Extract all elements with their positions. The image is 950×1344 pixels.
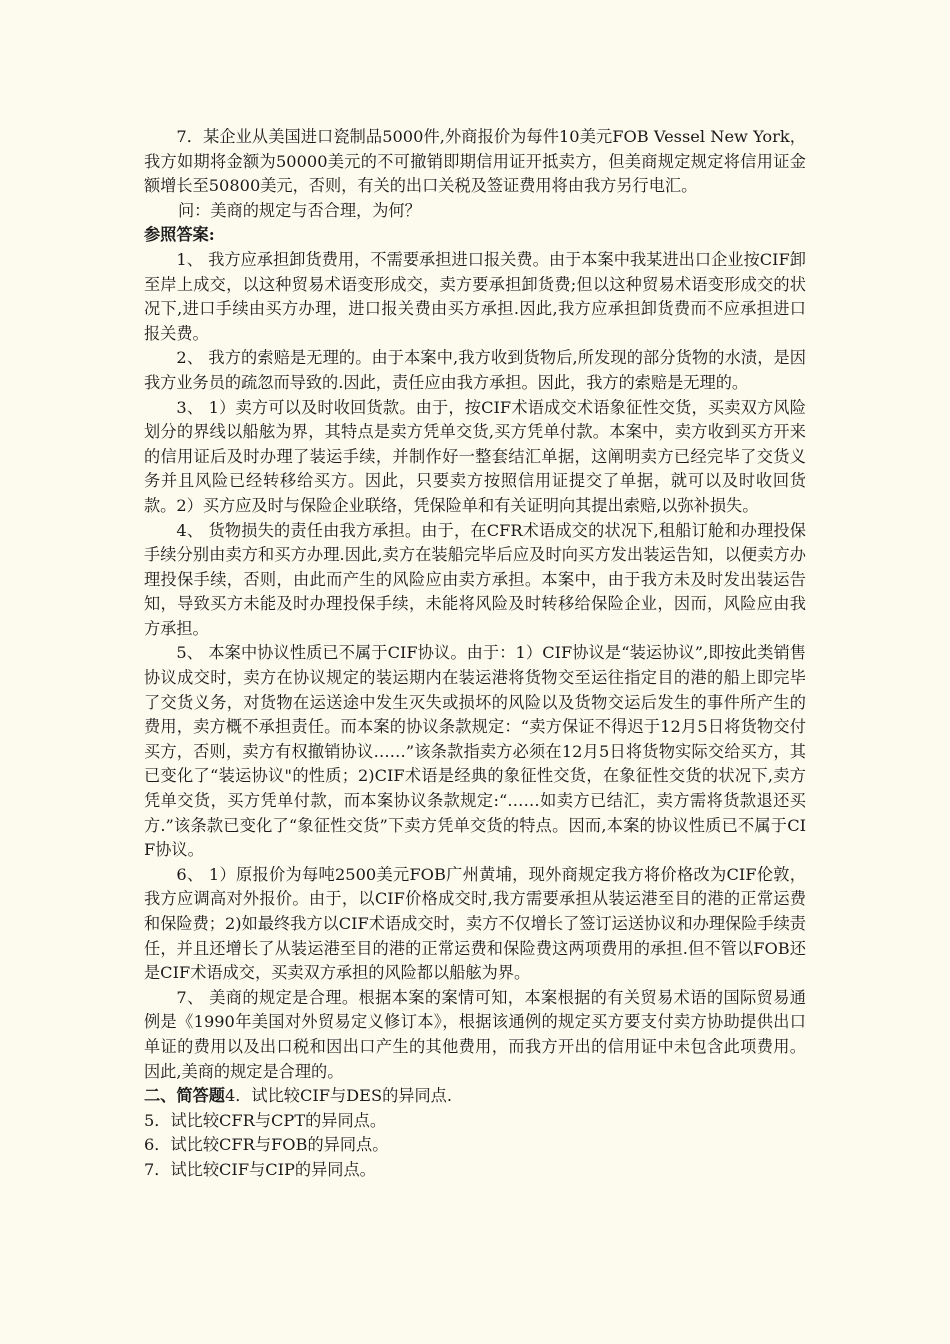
answer-item-1: 1、 我方应承担卸货费用，不需要承担进口报关费。由于本案中我某进出口企业按CIF卸至岸上成交，以这种贸易术语变形成交，卖方要承担卸货费;但以这种贸易术语变形成交的状况下,进口手续由买方办理，进口报关费由买方承担.因此,我方应承担卸货费而不应承担进口报关费。 [144, 249, 806, 343]
section-two-line [144, 1084, 806, 1109]
answer-item-2: 2、 我方的索赔是无理的。由于本案中,我方收到货物后,所发现的部分货物的水渍，是因我方业务员的疏忽而导致的.因此，责任应由我方承担。因此，我方的索赔是无理的。 [144, 348, 806, 392]
short-question-4: 4．试比较CIF与DES的异同点. [224, 1086, 452, 1106]
short-question-6: 6．试比较CFR与FOB的异同点。 [144, 1135, 389, 1155]
document-page [144, 125, 806, 1183]
answer-item-4: 4、 货物损失的责任由我方承担。由于，在CFR术语成交的状况下,租船订舱和办理投保手续分别由卖方和买方办理.因此,卖方在装船完毕后应及时向买方发出装运告知，以便卖方办理投保手续，否则，由此而产生的风险应由卖方承担。本案中，由于我方未及时发出装运告知，导致买方未能及时办理投保手续，未能将风险及时转移给保险企业，因而，风险应由我方承担。 [144, 520, 806, 638]
answer-item-3: 3、 1）卖方可以及时收回货款。由于，按CIF术语成交术语象征性交货，买卖双方风险划分的界线以船舷为界，其特点是卖方凭单交货,买方凭单付款。本案中，卖方收到买方开来的信用证后及时办理了装运手续，并制作好一整套结汇单据，这阐明卖方已经完毕了交货义务并且风险已经转移给买方。因此，只要卖方按照信用证提交了单据，就可以及时收回货款。2）买方应及时与保险企业联络，凭保险单和有关证明向其提出索赔,以弥补损失。 [144, 397, 806, 515]
answers-heading: 参照答案: [144, 225, 215, 245]
question-text: 7．某企业从美国进口瓷制品5000件,外商报价为每件10美元FOB Vessel New York，我方如期将金额为50000美元的不可撤销即期信用证开抵卖方，但美商规定规定将信用证金额增长至50800美元，否则，有关的出口关税及签证费用将由我方另行电汇。 [144, 127, 806, 196]
answer-item-7: 7、 美商的规定是合理。根据本案的案情可知，本案根据的有关贸易术语的国际贸易通例是《1990年美国对外贸易定义修订本》，根据该通例的规定买方要支付卖方协助提供出口单证的费用以及出口税和因出口产生的其他费用，而我方开出的信用证中未包含此项费用。因此,美商的规定是合理的。 [144, 987, 806, 1081]
question-ask: 问：美商的规定与否合理，为何？ [178, 200, 421, 220]
answer-item-5: 5、 本案中协议性质已不属于CIF协议。由于：1）CIF协议是“装运协议”,即按此类销售协议成交时，卖方在协议规定的装运期内在装运港将货物交至运往指定目的港的船上即完毕了交货义务，对货物在运送途中发生灭失或损坏的风险以及货物交运后发生的事件所产生的费用，卖方概不承担责任。而本案的协议条款规定：“卖方保证不得迟于12月5日将货物交付买方，否则，卖方有权撤销协议……”该条款指卖方必须在12月5日将货物实际交给买方，其已变化了“装运协议"的性质；2)CIF术语是经典的象征性交货，在象征性交货的状况下,卖方凭单交货，买方凭单付款，而本案协议条款规定:“……如卖方已结汇，卖方需将货款退还买方.”该条款已变化了“象征性交货”下卖方凭单交货的特点。因而,本案的协议性质已不属于CIF协议。 [144, 643, 806, 860]
short-question-5: 5．试比较CFR与CPT的异同点。 [144, 1110, 387, 1130]
section-two-heading: 二、简答题 [144, 1086, 225, 1106]
short-question-7: 7．试比较CIF与CIP的异同点。 [144, 1159, 376, 1179]
answer-item-6: 6、 1）原报价为每吨2500美元FOB广州黄埔，现外商规定我方将价格改为CIF伦敦，我方应调高对外报价。由于，以CIF价格成交时,我方需要承担从装运港至目的港的正常运费和保险费；2)如最终我方以CIF术语成交时，卖方不仅增长了签订运送协议和办理保险手续责任，并且还增长了从装运港至目的港的正常运费和保险费这两项费用的承担.但不管以FOB还是CIF术语成交，买卖双方承担的风险都以船舷为界。 [144, 864, 806, 983]
